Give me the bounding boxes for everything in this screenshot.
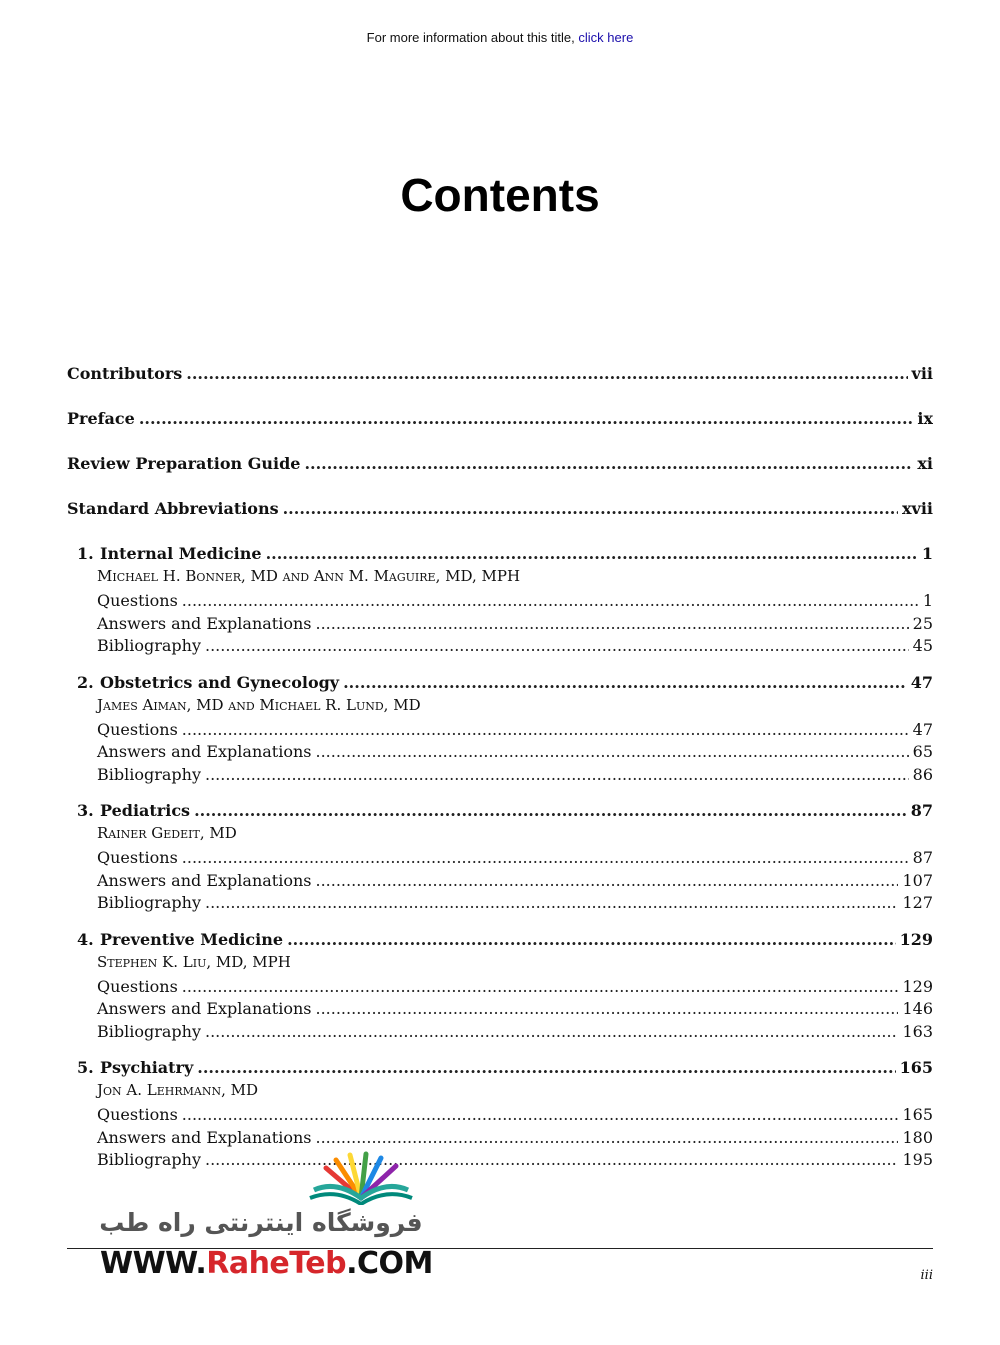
dot-leader [139, 407, 914, 431]
section-page: 195 [902, 1150, 933, 1169]
watermark-url-brand: RaheTeb [206, 1246, 347, 1281]
section-page: 107 [902, 870, 933, 890]
chapter-4 [67, 928, 933, 1044]
chapter-heading[interactable] [67, 671, 933, 694]
section-page: 47 [912, 719, 933, 739]
chapter-section-entry[interactable] [67, 1127, 933, 1150]
section-label: Questions [97, 591, 178, 610]
chapter-section-entry[interactable] [67, 1021, 933, 1044]
chapter-page: 87 [910, 801, 933, 820]
section-page: 25 [912, 613, 933, 633]
chapter-section-entry[interactable] [67, 590, 933, 613]
toc-entry-preface[interactable] [67, 407, 933, 452]
watermark-persian-text: فروشگاه اینترنتی راه طب [99, 1208, 423, 1237]
chapter-number: 4. [77, 929, 94, 949]
dot-leader [316, 870, 899, 893]
chapter-3 [67, 799, 933, 915]
section-label: Answers and Explanations [97, 1127, 312, 1147]
chapter-section-entry[interactable] [67, 613, 933, 636]
chapter-section-entry[interactable] [67, 719, 933, 742]
chapter-section-entry[interactable] [67, 1104, 933, 1127]
toc-entry-page: ix [917, 409, 933, 428]
dot-leader [304, 452, 913, 476]
chapter-section-entry[interactable] [67, 741, 933, 764]
toc-entry-label: Contributors [67, 364, 183, 383]
watermark-url [100, 1246, 433, 1281]
section-page: 65 [912, 742, 933, 761]
section-label: Questions [97, 719, 178, 739]
chapter-1 [67, 542, 933, 658]
dot-leader [316, 1127, 899, 1150]
section-page: 146 [902, 999, 933, 1018]
toc-entry-label: Standard Abbreviations [67, 499, 279, 518]
section-page: 86 [912, 764, 933, 784]
chapter-section-entry[interactable] [67, 976, 933, 999]
section-label: Questions [97, 976, 178, 996]
section-label: Bibliography [97, 1021, 201, 1041]
section-page: 45 [912, 636, 933, 655]
section-page: 1 [922, 591, 933, 610]
toc-entry-page: xi [917, 454, 933, 473]
section-label: Answers and Explanations [97, 999, 312, 1018]
front-matter-list [67, 362, 933, 542]
section-label: Bibliography [97, 764, 201, 784]
chapter-page: 47 [910, 672, 933, 692]
chapter-authors: Jon A. Lehrmann, MD [97, 1081, 259, 1099]
chapter-title: Obstetrics and Gynecology [100, 672, 340, 692]
section-label: Answers and Explanations [97, 742, 312, 761]
dot-leader [205, 1021, 898, 1044]
watermark-url-suffix: .COM [346, 1246, 433, 1281]
section-page: 129 [902, 976, 933, 996]
section-label: Questions [97, 848, 178, 867]
chapter-heading[interactable] [67, 1056, 933, 1079]
click-here-link[interactable]: click here [578, 30, 634, 45]
chapter-title: Preventive Medicine [100, 929, 284, 949]
dot-leader [182, 976, 899, 999]
toc-entry-page: xvii [902, 499, 933, 518]
chapter-title: Internal Medicine [100, 544, 262, 563]
chapter-list [67, 542, 933, 1172]
chapter-section-entry[interactable] [67, 892, 933, 915]
toc-entry-label: Preface [67, 409, 135, 428]
chapter-page: 1 [921, 544, 933, 563]
page-title: Contents [400, 169, 600, 221]
section-label: Bibliography [97, 636, 201, 655]
chapter-page: 129 [899, 929, 933, 949]
chapter-sections [67, 847, 933, 915]
toc-entry-standard-abbreviations[interactable] [67, 497, 933, 542]
header-note [0, 30, 1000, 45]
chapter-section-entry[interactable] [67, 635, 933, 658]
section-page: 163 [902, 1021, 933, 1041]
chapter-title: Pediatrics [100, 801, 191, 820]
page-number: iii [920, 1268, 933, 1283]
section-page: 165 [902, 1105, 933, 1124]
table-of-contents [67, 362, 933, 1185]
dot-leader [316, 741, 909, 764]
chapter-number: 1. [77, 544, 94, 563]
chapter-sections [67, 976, 933, 1044]
chapter-section-entry[interactable] [67, 764, 933, 787]
raheteb-watermark [96, 1148, 433, 1283]
chapter-sections [67, 719, 933, 787]
chapter-authors: Rainer Gedeit, MD [97, 824, 237, 842]
toc-entry-page: vii [911, 364, 933, 383]
dot-leader [266, 542, 918, 565]
watermark-url-prefix: WWW. [100, 1246, 207, 1281]
dot-leader [205, 892, 898, 915]
chapter-page: 165 [899, 1058, 933, 1077]
chapter-section-entry[interactable] [67, 847, 933, 870]
dot-leader [343, 671, 907, 694]
chapter-section-entry[interactable] [67, 870, 933, 893]
chapter-heading[interactable] [67, 928, 933, 951]
dot-leader [205, 764, 909, 787]
chapter-2 [67, 671, 933, 787]
dot-leader [283, 497, 898, 521]
dot-leader [182, 1104, 899, 1127]
section-page: 127 [902, 893, 933, 912]
section-page: 87 [912, 848, 933, 867]
chapter-heading[interactable] [67, 542, 933, 565]
section-label: Answers and Explanations [97, 870, 312, 890]
dot-leader [182, 847, 909, 870]
dot-leader [316, 613, 909, 636]
header-note-text: For more information about this title, [366, 30, 575, 45]
dot-leader [316, 998, 899, 1021]
section-label: Bibliography [97, 1150, 201, 1169]
chapter-number: 3. [77, 801, 94, 820]
toc-entry-label: Review Preparation Guide [67, 454, 301, 473]
open-book-logo-icon [306, 1150, 416, 1205]
dot-leader [205, 635, 909, 658]
chapter-number: 2. [77, 672, 94, 692]
chapter-section-entry[interactable] [67, 998, 933, 1021]
toc-entry-review-preparation-guide[interactable] [67, 452, 933, 497]
dot-leader [182, 590, 919, 613]
section-label: Answers and Explanations [97, 613, 312, 633]
dot-leader [287, 928, 896, 951]
dot-leader [186, 362, 907, 386]
dot-leader [197, 1056, 895, 1079]
chapter-number: 5. [77, 1058, 94, 1077]
toc-entry-contributors[interactable] [67, 362, 933, 407]
chapter-title: Psychiatry [100, 1058, 194, 1077]
section-page: 180 [902, 1127, 933, 1147]
dot-leader [194, 799, 907, 822]
chapter-authors: Michael H. Bonner, MD and Ann M. Maguire, MD, MPH [97, 567, 521, 585]
section-label: Questions [97, 1105, 178, 1124]
chapter-heading[interactable] [67, 799, 933, 822]
chapter-sections [67, 590, 933, 658]
section-label: Bibliography [97, 893, 201, 912]
chapter-authors: James Aiman, MD and Michael R. Lund, MD [97, 695, 421, 714]
dot-leader [182, 719, 909, 742]
chapter-authors: Stephen K. Liu, MD, MPH [97, 952, 291, 971]
